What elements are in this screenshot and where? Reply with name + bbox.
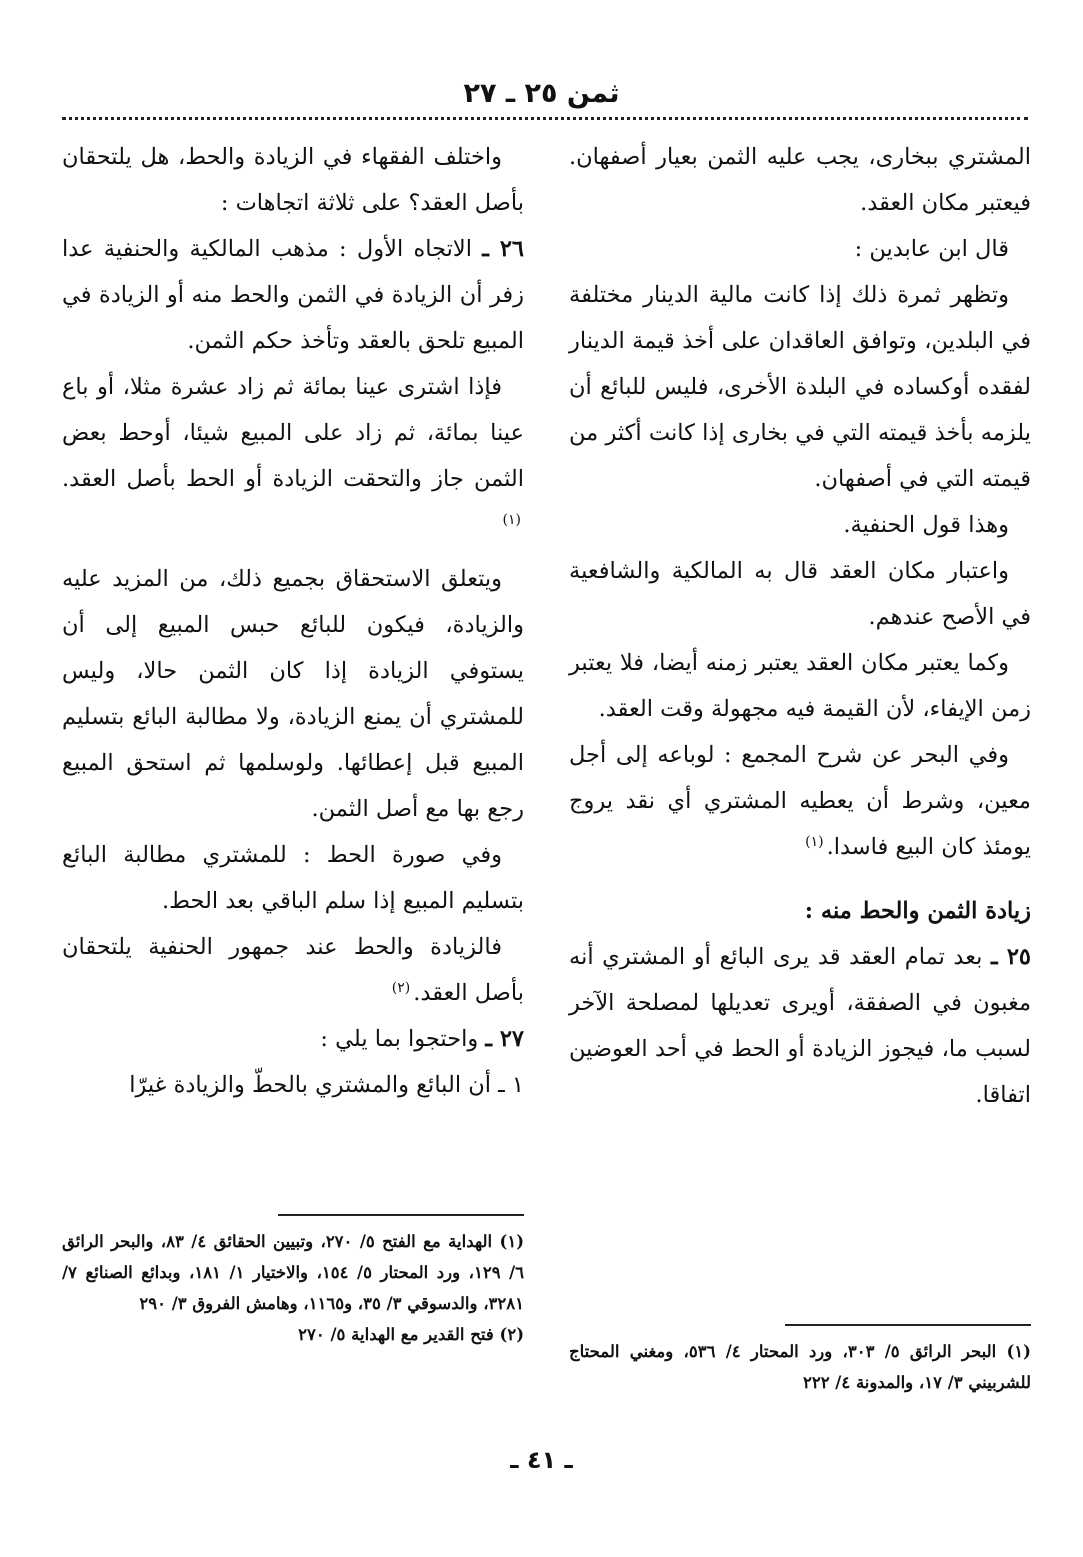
paragraph: قال ابن عابدين : [854,236,1009,262]
paragraph: وكما يعتبر مكان العقد يعتبر زمنه أيضا، فلا يعتبر زمن الإيفاء، لأن القيمة فيه مجهولة وقت العقد. [569,650,1031,722]
header-dotted-rule [62,117,1028,120]
paragraph: وهذا قول الحنفية. [843,512,1009,538]
paragraph-text: فإذا اشترى عينا بمائة ثم زاد عشرة مثلا، أو باع عينا بمائة، ثم زاد على المبيع شيئا، أوحط بعض الثمن جاز والتحقت الزيادة أو الحط بأصل العقد. [62,374,524,492]
section-heading: زيادة الثمن والحط منه : [804,898,1031,924]
paragraph-text: واحتجوا بما يلي : [320,1026,479,1052]
paragraph: وفي صورة الحط : للمشتري مطالبة البائع بتسليم المبيع إذا سلم الباقي بعد الحط. [62,842,524,914]
paragraph-text: بعد تمام العقد قد يرى البائع أو المشتري أنه مغبون في الصفقة، أويرى تعديلها لمصلحة الآخر لسبب ما، فيجوز الزيادة أو الحط في أحد العوضين اتفاقا. [569,944,1031,1108]
paragraph: ١ ـ أن البائع والمشتري بالحطّ والزيادة غيرّا [129,1072,524,1098]
paragraph [62,924,524,1016]
paragraph-text: وفي البحر عن شرح المجمع : لوباعه إلى أجل معين، وشرط أن يعطيه المشتري أي نقد يروج يومئذ كان البيع فاسدا. [569,742,1031,860]
page-number: ـ ٤١ ـ [510,1446,573,1474]
left-footnotes [62,1214,524,1350]
footnote-rule [785,1324,1031,1326]
paragraph [569,934,1031,1118]
paragraph [569,732,1031,870]
right-column [569,134,1031,1434]
paragraph-number: ٢٦ ـ [482,236,524,262]
paragraph: ويتعلق الاستحقاق بجميع ذلك، من المزيد عليه والزيادة، فيكون للبائع حبس المبيع إلى أن يستوفي الزيادة إذا كان الثمن حالا، وليس للمشتري أن يمنع الزيادة، ولا مطالبة البائع بتسليم المبيع قبل إعطائها. ولوسلمها ثم استحق المبيع رجع بها مع أصل الثمن. [62,566,524,822]
paragraph [62,226,524,364]
paragraph: وتظهر ثمرة ذلك إذا كانت مالية الدينار مختلفة في البلدين، وتوافق العاقدان على أخذ قيمة الدينار لفقده أوكساده في البلدة الأخرى، فليس للبائع أن يلزمه بأخذ قيمته التي في بخارى إذا كانت أكثر من قيمته التي في أصفهان. [569,282,1031,492]
footnote: (١) الهداية مع الفتح ٥/ ٢٧٠، وتبيين الحقائق ٤/ ٨٣، والبحر الرائق ٦/ ١٢٩، ورد المحتار ٥/ ١٥٤، والاختيار ١/ ١٨١، وبدائع الصنائع ٧/ ٣٢٨١، والدسوقي ٣/ ٣٥، و١١٦٥، وهامش الفروق ٣/ ٢٩٠ [62,1232,525,1313]
footnote-rule [278,1214,524,1216]
running-title: ثمن ٢٥ ـ ٢٧ [463,78,620,109]
paragraph-text: فالزيادة والحط عند جمهور الحنفية يلتحقان بأصل العقد. [62,934,524,1006]
footnote: (٢) فتح القدير مع الهداية ٥/ ٢٧٠ [298,1325,524,1344]
footnote-ref: (١) [805,833,824,850]
paragraph [62,364,524,548]
paragraph-text: الاتجاه الأول : مذهب المالكية والحنفية عدا زفر أن الزيادة في الثمن والحط منه أو الزيادة في المبيع تلحق بالعقد وتأخذ حكم الثمن. [62,236,524,354]
paragraph [62,1016,524,1062]
right-footnotes [569,1324,1031,1398]
footnote-ref: (١) [502,511,521,528]
paragraph: المشتري ببخارى، يجب عليه الثمن بعيار أصفهان. فيعتبر مكان العقد. [569,144,1031,216]
footnote-ref: (٢) [391,979,411,996]
paragraph: واختلف الفقهاء في الزيادة والحط، هل يلتحقان بأصل العقد؟ على ثلاثة اتجاهات : [62,144,524,216]
paragraph-number: ٢٥ ـ [990,944,1031,970]
paragraph-number: ٢٧ ـ [485,1026,524,1052]
footnote: (١) البحر الرائق ٥/ ٣٠٣، ورد المحتار ٤/ ٥٣٦، ومغني المحتاج للشربيني ٣/ ١٧، والمدونة ٤/ ٢٢٢ [569,1342,1031,1392]
paragraph: واعتبار مكان العقد قال به المالكية والشافعية في الأصح عندهم. [569,558,1031,630]
